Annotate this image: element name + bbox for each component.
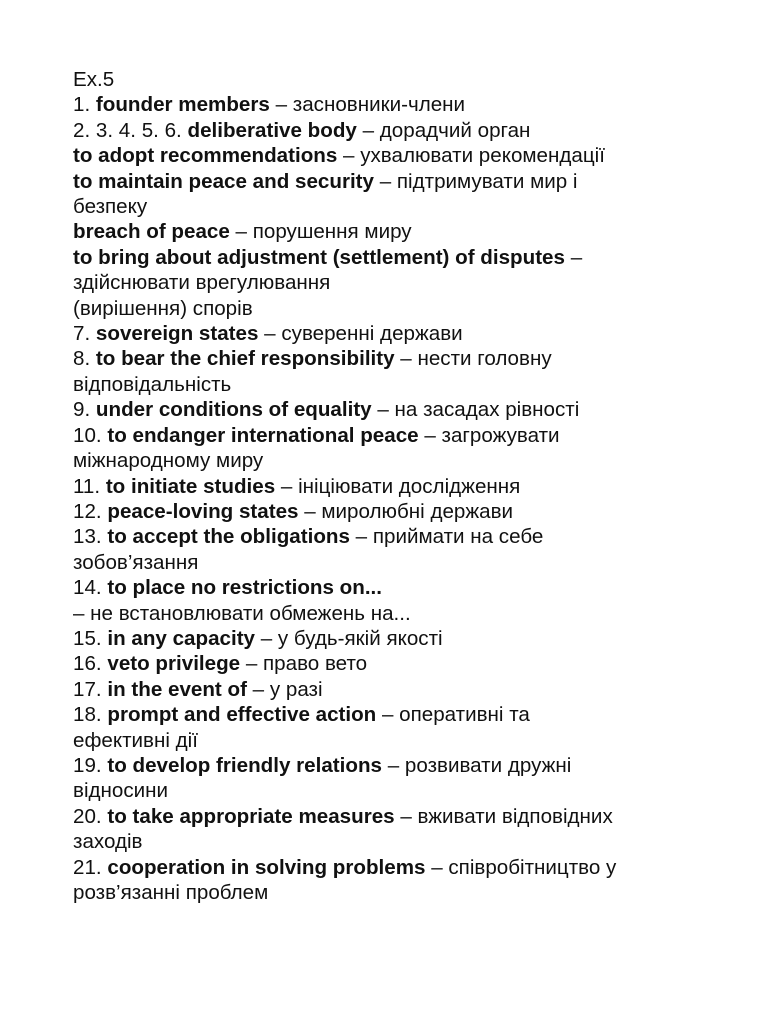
vocabulary-line — [73, 728, 713, 753]
item-number: 9. — [73, 398, 96, 422]
vocabulary-line — [73, 626, 713, 651]
ukrainian-translation: заходів — [73, 830, 143, 854]
ukrainian-translation: – засновники-члени — [269, 93, 466, 117]
ukrainian-translation: – дорадчий орган — [356, 118, 531, 142]
vocabulary-line — [73, 677, 713, 702]
english-term: deliberative body — [187, 118, 357, 142]
vocabulary-line — [73, 423, 713, 448]
ukrainian-translation: розв’язанні проблем — [73, 881, 269, 904]
vocabulary-line — [73, 601, 713, 626]
ukrainian-translation: – ухвалювати рекомендації — [337, 144, 605, 168]
ukrainian-translation: безпеку — [73, 195, 148, 219]
vocabulary-line — [73, 524, 713, 549]
vocabulary-line — [73, 143, 713, 168]
document-page — [73, 67, 713, 905]
english-term: cooperation in solving problems — [107, 855, 426, 879]
ukrainian-translation: – порушення миру — [229, 220, 412, 244]
ukrainian-translation: – підтримувати мир і — [374, 169, 578, 193]
vocabulary-line — [73, 829, 713, 854]
vocabulary-line — [73, 194, 713, 219]
exercise-title: Ex.5 — [73, 68, 115, 91]
vocabulary-line — [73, 372, 713, 397]
item-number: 8. — [73, 347, 96, 371]
vocabulary-line — [73, 575, 713, 600]
vocabulary-line — [73, 296, 713, 321]
item-number: 11. — [73, 474, 106, 498]
english-term: to develop friendly relations — [107, 753, 382, 777]
item-number: 12. — [73, 499, 108, 523]
vocabulary-line — [73, 118, 713, 143]
vocabulary-line — [73, 499, 713, 524]
vocabulary-line — [73, 474, 713, 499]
vocabulary-line — [73, 880, 713, 905]
ukrainian-translation: ефективні дії — [73, 728, 198, 752]
english-term: in any capacity — [107, 626, 256, 650]
item-number: 17. — [73, 677, 108, 701]
vocabulary-line — [73, 346, 713, 371]
vocabulary-line — [73, 169, 713, 194]
english-term: founder members — [95, 93, 270, 117]
english-term: to bring about adjustment (settlement) of disputes — [73, 245, 565, 269]
vocabulary-line — [73, 778, 713, 803]
vocabulary-line — [73, 245, 713, 270]
ukrainian-translation: – на засадах рівності — [371, 398, 580, 422]
item-number: 16. — [73, 652, 108, 676]
vocabulary-line — [73, 651, 713, 676]
vocabulary-line — [73, 397, 713, 422]
ukrainian-translation: відповідальність — [73, 372, 232, 396]
item-number: 2. 3. 4. 5. 6. — [73, 118, 188, 142]
ukrainian-translation: – загрожувати — [418, 423, 560, 447]
english-term: veto privilege — [107, 652, 241, 676]
item-number: 13. — [73, 525, 108, 549]
english-term: to bear the chief responsibility — [95, 347, 395, 371]
ukrainian-translation: – ініціювати дослідження — [275, 474, 521, 498]
vocabulary-line — [73, 219, 713, 244]
ukrainian-translation: – не встановлювати обмежень на... — [73, 601, 411, 625]
english-term: to accept the obligations — [107, 525, 350, 549]
ukrainian-translation: – право вето — [240, 652, 368, 676]
ukrainian-translation: – приймати на себе — [349, 525, 544, 549]
vocabulary-line — [73, 855, 713, 880]
english-term: breach of peace — [73, 220, 230, 244]
english-term: to initiate studies — [105, 474, 276, 498]
item-number: 21. — [73, 855, 108, 879]
vocabulary-line — [73, 804, 713, 829]
ukrainian-translation: – у разі — [246, 677, 323, 701]
vocabulary-line — [73, 448, 713, 473]
english-term: to place no restrictions on... — [107, 576, 382, 600]
ukrainian-translation: – нести головну — [394, 347, 552, 371]
english-term: to maintain peace and security — [73, 169, 374, 193]
english-term: in the event of — [107, 677, 247, 701]
vocabulary-line — [73, 702, 713, 727]
english-term: under conditions of equality — [95, 398, 372, 422]
ukrainian-translation: – миролюбні держави — [298, 499, 514, 523]
vocabulary-line — [73, 270, 713, 295]
vocabulary-line — [73, 92, 713, 117]
english-term: peace-loving states — [107, 499, 299, 523]
vocabulary-line — [73, 321, 713, 346]
english-term: to adopt recommendations — [73, 144, 338, 168]
item-number: 7. — [73, 322, 96, 346]
item-number: 19. — [73, 753, 108, 777]
ukrainian-translation: зобов’язання — [73, 550, 199, 574]
vocabulary-line — [73, 550, 713, 575]
ukrainian-translation: – суверенні держави — [258, 322, 463, 346]
vocabulary-line — [73, 753, 713, 778]
ukrainian-translation: – розвивати дружні — [382, 753, 572, 777]
item-number: 18. — [73, 703, 108, 727]
vocabulary-list — [73, 92, 713, 905]
english-term: prompt and effective action — [107, 703, 377, 727]
ukrainian-translation: (вирішення) спорів — [73, 296, 253, 320]
english-term: to take appropriate measures — [107, 804, 395, 828]
ukrainian-translation: – у будь-якій якості — [255, 626, 443, 650]
item-number: 14. — [73, 576, 108, 600]
item-number: 1. — [73, 93, 96, 117]
ukrainian-translation: здійснювати врегулювання — [73, 271, 331, 295]
item-number: 15. — [73, 626, 108, 650]
ukrainian-translation: міжнародному миру — [73, 449, 264, 473]
english-term: to endanger international peace — [107, 423, 419, 447]
ukrainian-translation: відносини — [73, 779, 169, 803]
ukrainian-translation: – співробітництво у — [425, 855, 617, 879]
item-number: 10. — [73, 423, 108, 447]
item-number: 20. — [73, 804, 108, 828]
english-term: sovereign states — [95, 322, 259, 346]
ukrainian-translation: – — [564, 245, 583, 269]
ukrainian-translation: – вживати відповідних — [394, 804, 613, 828]
ukrainian-translation: – оперативні та — [376, 703, 530, 727]
